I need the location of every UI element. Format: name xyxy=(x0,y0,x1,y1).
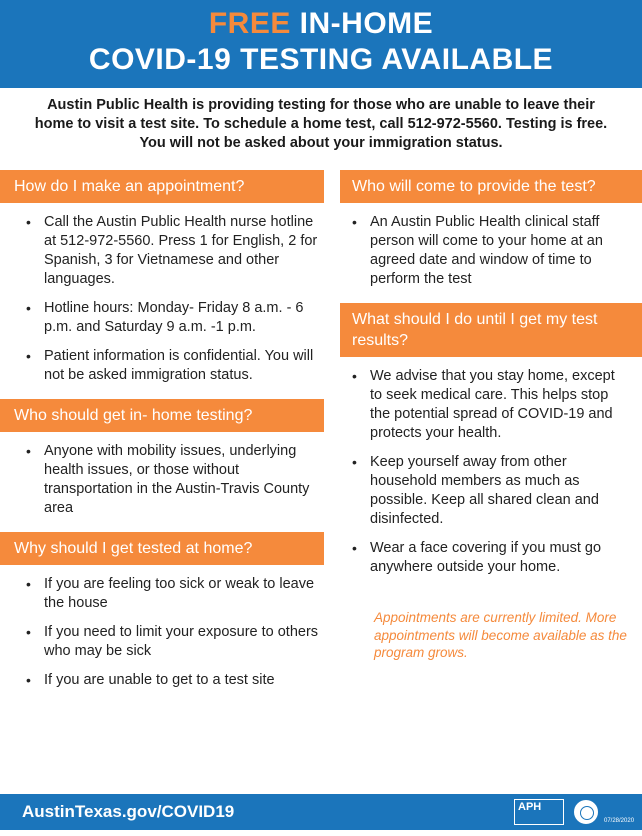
aph-logo xyxy=(514,799,564,825)
list-item: • An Austin Public Health clinical staff person will come to your home at an agreed date and window of time to perform the test xyxy=(352,213,630,289)
page-header xyxy=(0,0,642,88)
aph-logo-initials: APH xyxy=(518,801,542,813)
header-free-word: FREE xyxy=(208,7,291,40)
list-item: • Patient information is confidential. You will not be asked immigration status. xyxy=(26,347,324,385)
list-item: • Hotline hours: Monday- Friday 8 a.m. - 6 p.m. and Saturday 9 a.m. -1 p.m. xyxy=(26,299,324,337)
list-item: • Keep yourself away from other household members as much as possible. Keep all shared clean and disinfected. xyxy=(352,453,630,529)
footer-url-link[interactable]: AustinTexas.gov/COVID19 xyxy=(22,802,235,821)
footer-date: 07/28/2020 xyxy=(604,818,635,824)
appointments-note: Appointments are currently limited. More appointments will become available as the program grows. xyxy=(374,610,627,660)
intro-text: Austin Public Health is providing testing for those who are unable to leave their home to visit a test site. To schedule a home test, call 512-972-5560. Testing is free. You will not be asked about your immigration status. xyxy=(34,97,608,151)
list-item: • Wear a face covering if you must go anywhere outside your home. xyxy=(352,539,630,577)
page-footer xyxy=(0,794,642,830)
list-item: • We advise that you stay home, except to seek medical care. This helps stop the potential spread of COVID-19 and protects your health. xyxy=(352,367,630,443)
question-until-results: What should I do until I get my test results? xyxy=(340,303,642,357)
appointment-list xyxy=(14,203,324,399)
list-item: • If you are unable to get to a test site xyxy=(26,671,324,690)
who-should-test-list xyxy=(14,432,324,532)
question-why-home: Why should I get tested at home? xyxy=(0,532,324,565)
left-column xyxy=(14,170,324,704)
who-provides-list xyxy=(340,203,630,303)
right-column xyxy=(340,170,630,662)
question-who-should-test: Who should get in- home testing? xyxy=(0,399,324,432)
header-title-rest: IN-HOME xyxy=(290,7,434,40)
header-title-line1 xyxy=(0,6,642,42)
question-appointment: How do I make an appointment? xyxy=(0,170,324,203)
why-home-list xyxy=(14,565,324,704)
until-results-list xyxy=(340,357,630,591)
list-item: • If you are feeling too sick or weak to leave the house xyxy=(26,575,324,613)
city-seal-icon xyxy=(572,798,600,826)
list-item: • If you need to limit your exposure to others who may be sick xyxy=(26,623,324,661)
header-title-line2: COVID-19 TESTING AVAILABLE xyxy=(88,43,554,76)
list-item: • Anyone with mobility issues, underlying health issues, or those without transportation in the Austin-Travis County area xyxy=(26,442,324,518)
question-who-provides: Who will come to provide the test? xyxy=(340,170,642,203)
list-item: • Call the Austin Public Health nurse hotline at 512-972-5560. Press 1 for English, 2 for Spanish, 3 for Vietnamese and other languages. xyxy=(26,213,324,289)
